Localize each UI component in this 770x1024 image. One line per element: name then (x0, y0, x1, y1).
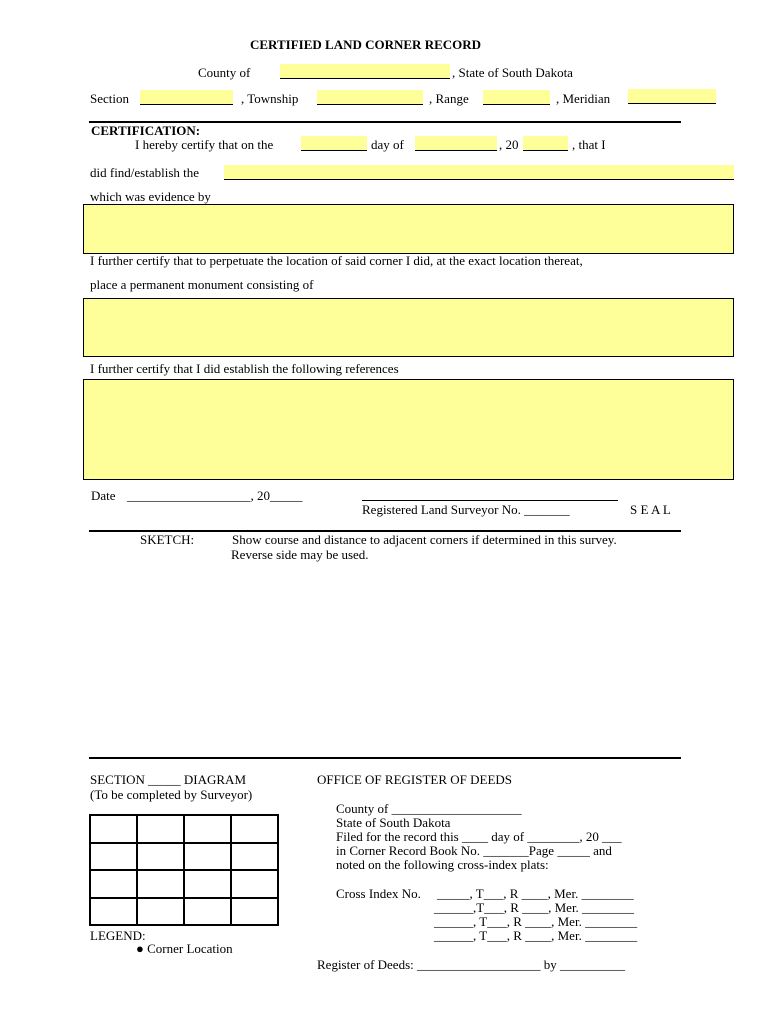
grid-cell[interactable] (184, 815, 231, 843)
grid-cell[interactable] (184, 898, 231, 926)
section-field[interactable] (140, 90, 233, 105)
surveyor-label: Registered Land Surveyor No. _______ (362, 502, 570, 517)
divider-bottom (89, 757, 681, 759)
section-diagram-grid[interactable] (89, 814, 279, 926)
deeds-state: State of South Dakota (336, 815, 451, 830)
certification-heading: CERTIFICATION: (91, 123, 201, 138)
day-of-label: day of (371, 137, 404, 152)
find-label: did find/establish the (90, 165, 200, 180)
grid-cell[interactable] (231, 898, 278, 926)
meridian-field[interactable] (628, 89, 716, 104)
section-label: Section (90, 91, 129, 106)
meridian-label: , Meridian (556, 91, 611, 106)
grid-cell[interactable] (90, 843, 137, 871)
monument-box[interactable] (83, 298, 734, 357)
register-signature[interactable]: Register of Deeds: ___________________ by __________ (317, 957, 626, 972)
cross-index-row[interactable]: ______, T___, R ____, Mer. ________ (434, 928, 638, 943)
sketch-line1: Show course and distance to adjacent corners if determined in this survey. (232, 532, 617, 547)
county-field[interactable] (280, 64, 450, 79)
county-label: County of (198, 65, 251, 80)
grid-cell[interactable] (137, 843, 184, 871)
diagram-subtitle: (To be completed by Surveyor) (90, 787, 253, 802)
grid-cell[interactable] (184, 870, 231, 898)
deeds-title: OFFICE OF REGISTER OF DEEDS (317, 772, 513, 787)
form-title: CERTIFIED LAND CORNER RECORD (250, 37, 482, 52)
legend-label: LEGEND: (90, 928, 146, 943)
grid-cell[interactable] (90, 870, 137, 898)
grid-cell[interactable] (90, 898, 137, 926)
grid-cell[interactable] (90, 815, 137, 843)
grid-cell[interactable] (137, 815, 184, 843)
certify-prefix: I hereby certify that on the (135, 137, 274, 152)
that-i-label: , that I (572, 137, 606, 152)
monument-label: place a permanent monument consisting of (90, 277, 314, 292)
evidence-label: which was evidence by (90, 189, 211, 204)
seal-label: S E A L (630, 502, 671, 517)
year-prefix: , 20 (499, 137, 519, 152)
cert-year-field[interactable] (523, 136, 568, 151)
grid-cell[interactable] (137, 870, 184, 898)
cross-index-row[interactable]: _____, T___, R ____, Mer. ________ (437, 886, 634, 901)
date-blank[interactable]: ___________________, 20_____ (127, 488, 303, 503)
grid-cell[interactable] (184, 843, 231, 871)
evidence-box[interactable] (83, 204, 734, 254)
cross-index-label: Cross Index No. (336, 886, 421, 901)
state-label: , State of South Dakota (452, 65, 573, 80)
deeds-noted: noted on the following cross-index plats: (336, 857, 549, 872)
cross-index-row[interactable]: ______, T___, R ____, Mer. ________ (434, 914, 638, 929)
deeds-book[interactable]: in Corner Record Book No. _______Page _____ and (336, 843, 612, 858)
cert-month-field[interactable] (415, 136, 497, 151)
diagram-title: SECTION _____ DIAGRAM (90, 772, 246, 787)
references-box[interactable] (83, 379, 734, 480)
cross-index-row[interactable]: ______,T___, R ____, Mer. ________ (434, 900, 635, 915)
legend-corner-location: ● Corner Location (136, 941, 233, 956)
range-label: , Range (429, 91, 469, 106)
perpetuate-text: I further certify that to perpetuate the location of said corner I did, at the exact location thereat, (90, 253, 583, 268)
township-label: , Township (241, 91, 299, 106)
grid-cell[interactable] (137, 898, 184, 926)
deeds-filed[interactable]: Filed for the record this ____ day of ________, 20 ___ (336, 829, 622, 844)
deeds-county[interactable]: County of ____________________ (336, 801, 522, 816)
signature-line (362, 500, 618, 501)
find-field[interactable] (224, 165, 734, 180)
cert-day-field[interactable] (301, 136, 367, 151)
range-field[interactable] (483, 90, 550, 105)
grid-cell[interactable] (231, 843, 278, 871)
sketch-line2: Reverse side may be used. (231, 547, 369, 562)
grid-cell[interactable] (231, 870, 278, 898)
date-label: Date (91, 488, 116, 503)
sketch-label: SKETCH: (140, 532, 195, 547)
grid-cell[interactable] (231, 815, 278, 843)
references-label: I further certify that I did establish the following references (90, 361, 399, 376)
township-field[interactable] (317, 90, 423, 105)
